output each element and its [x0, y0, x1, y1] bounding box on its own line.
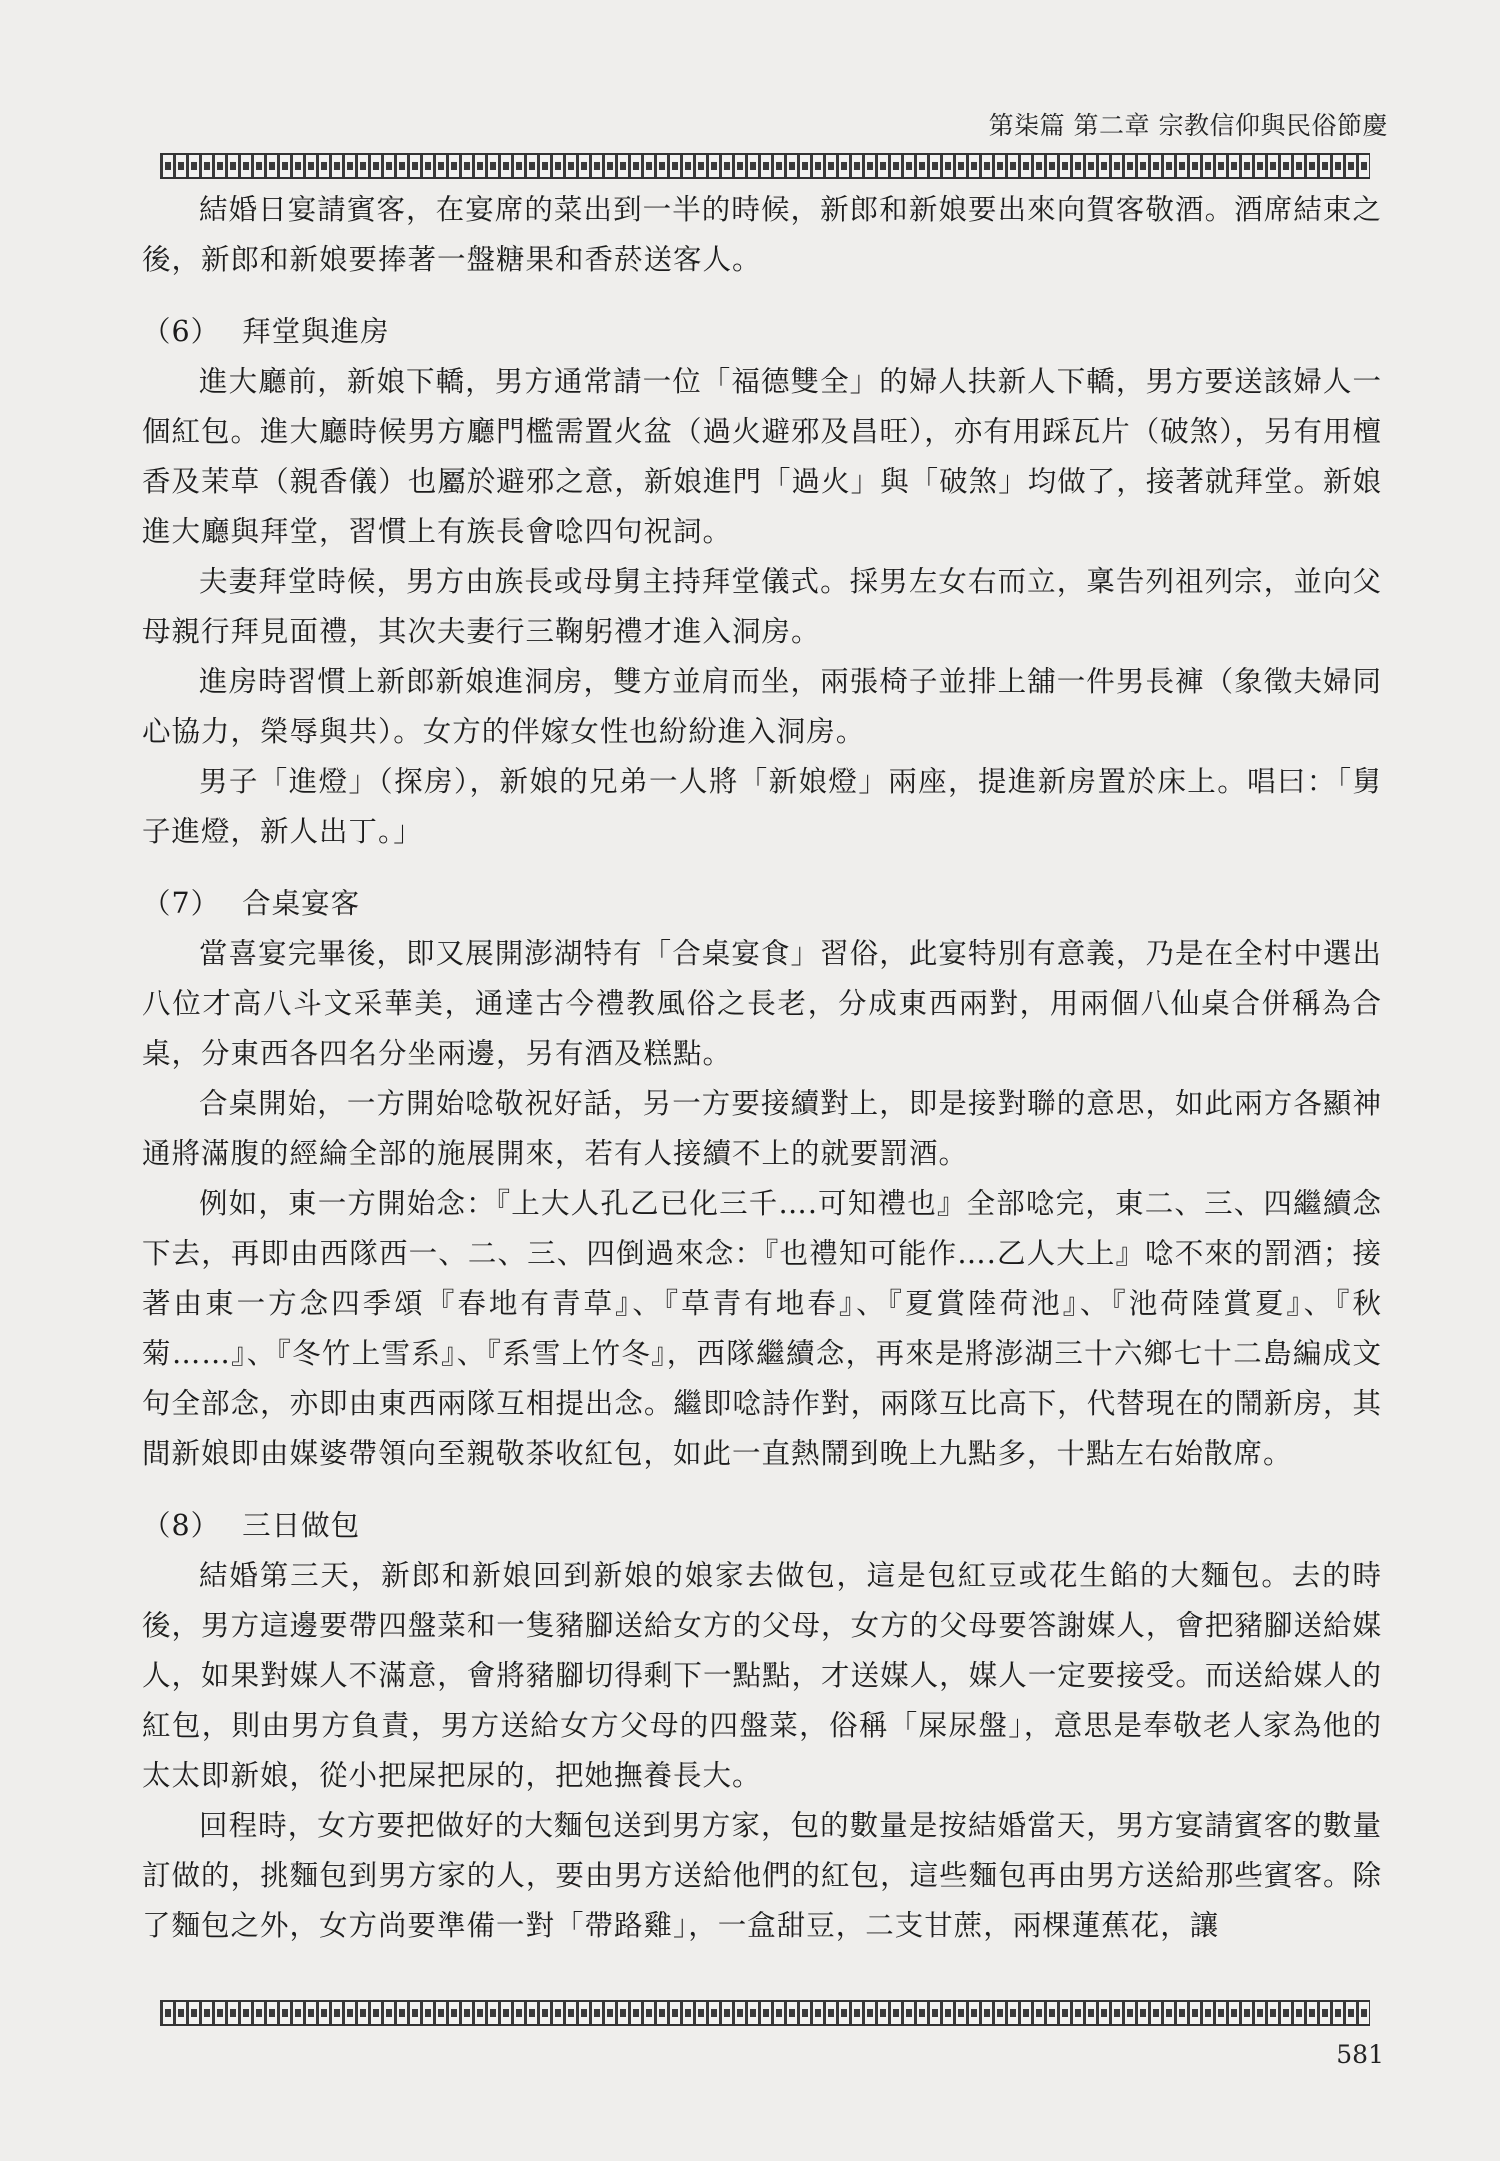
decorative-border-top — [160, 153, 1370, 179]
paragraph: 進房時習慣上新郎新娘進洞房，雙方並肩而坐，兩張椅子並排上舖一件男長褲（象徵夫婦同心協力，榮辱與共）。女方的伴嫁女性也紛紛進入洞房。 — [142, 665, 1382, 748]
section-title: 三日做包 — [242, 1509, 361, 1542]
paragraph: 合桌開始，一方開始唸敬祝好話，另一方要接續對上，即是接對聯的意思，如此兩方各顯神通將滿腹的經綸全部的施展開來，若有人接續不上的就要罰酒。 — [142, 1087, 1382, 1170]
page-number: 581 — [1336, 2040, 1384, 2069]
paragraph: 夫妻拜堂時候，男方由族長或母舅主持拜堂儀式。採男左女右而立，稟告列祖列宗，並向父母親行拜見面禮，其次夫妻行三鞠躬禮才進入洞房。 — [142, 565, 1382, 648]
running-header: 第柒篇 第二章 宗教信仰與民俗節慶 — [988, 111, 1388, 140]
paragraph: 男子「進燈」（探房），新娘的兄弟一人將「新娘燈」兩座，提進新房置於床上。唱曰：「舅子進燈，新人出丁。」 — [142, 765, 1382, 848]
section-heading-7 — [142, 879, 1382, 929]
decorative-border-bottom — [160, 2000, 1370, 2026]
paragraph: 回程時，女方要把做好的大麵包送到男方家，包的數量是按結婚當天，男方宴請賓客的數量訂做的，挑麵包到男方家的人，要由男方送給他們的紅包，這些麵包再由男方送給那些賓客。除了麵包之外，女方尚要準備一對「帶路雞」，一盒甜豆，二支甘蔗，兩棵蓮蕉花，讓 — [142, 1809, 1382, 1942]
section-heading-6 — [142, 307, 1382, 357]
paragraph: 結婚第三天，新郎和新娘回到新娘的娘家去做包，這是包紅豆或花生餡的大麵包。去的時後，男方這邊要帶四盤菜和一隻豬腳送給女方的父母，女方的父母要答謝媒人，會把豬腳送給媒人，如果對媒人不滿意，會將豬腳切得剩下一點點，才送媒人，媒人一定要接受。而送給媒人的紅包，則由男方負責，男方送給女方父母的四盤菜，俗稱「屎尿盤」，意思是奉敬老人家為他的太太即新娘，從小把屎把尿的，把她撫養長大。 — [142, 1559, 1382, 1792]
section-number: （6） — [142, 315, 221, 348]
section-number: （8） — [142, 1509, 221, 1542]
paragraph: 進大廳前，新娘下轎，男方通常請一位「福德雙全」的婦人扶新人下轎，男方要送該婦人一個紅包。進大廳時候男方廳門檻需置火盆（過火避邪及昌旺），亦有用踩瓦片（破煞），另有用檀香及茉草（親香儀）也屬於避邪之意，新娘進門「過火」與「破煞」均做了，接著就拜堂。新娘進大廳與拜堂，習慣上有族長會唸四句祝詞。 — [142, 365, 1383, 548]
section-number: （7） — [142, 887, 221, 920]
section-title: 拜堂與進房 — [242, 315, 390, 348]
paragraph: 例如，東一方開始念：『上大人孔乙已化三千….可知禮也』全部唸完，東二、三、四繼續念下去，再即由西隊西一、二、三、四倒過來念：『也禮知可能作….乙人大上』唸不來的罰酒；接著由東一方念四季頌『春地有青草』、『草青有地春』、『夏賞陸荷池』、『池荷陸賞夏』、『秋菊……』、『冬竹上雪系』、『系雪上竹冬』，西隊繼續念，再來是將澎湖三十六鄉七十二島編成文句全部念，亦即由東西兩隊互相提出念。繼即唸詩作對，兩隊互比高下，代替現在的鬧新房，其間新娘即由媒婆帶領向至親敬茶收紅包，如此一直熱鬧到晚上九點多，十點左右始散席。 — [142, 1187, 1382, 1470]
paragraph-intro: 結婚日宴請賓客，在宴席的菜出到一半的時候，新郎和新娘要出來向賀客敬酒。酒席結束之後，新郎和新娘要捧著一盤糖果和香菸送客人。 — [142, 193, 1382, 276]
body-text — [142, 185, 1382, 1951]
section-title: 合桌宴客 — [242, 887, 361, 920]
section-heading-8 — [142, 1501, 1382, 1551]
paragraph: 當喜宴完畢後，即又展開澎湖特有「合桌宴食」習俗，此宴特別有意義，乃是在全村中選出八位才高八斗文采華美，通達古今禮教風俗之長老，分成東西兩對，用兩個八仙桌合併稱為合桌，分東西各四名分坐兩邊，另有酒及糕點。 — [142, 937, 1382, 1070]
